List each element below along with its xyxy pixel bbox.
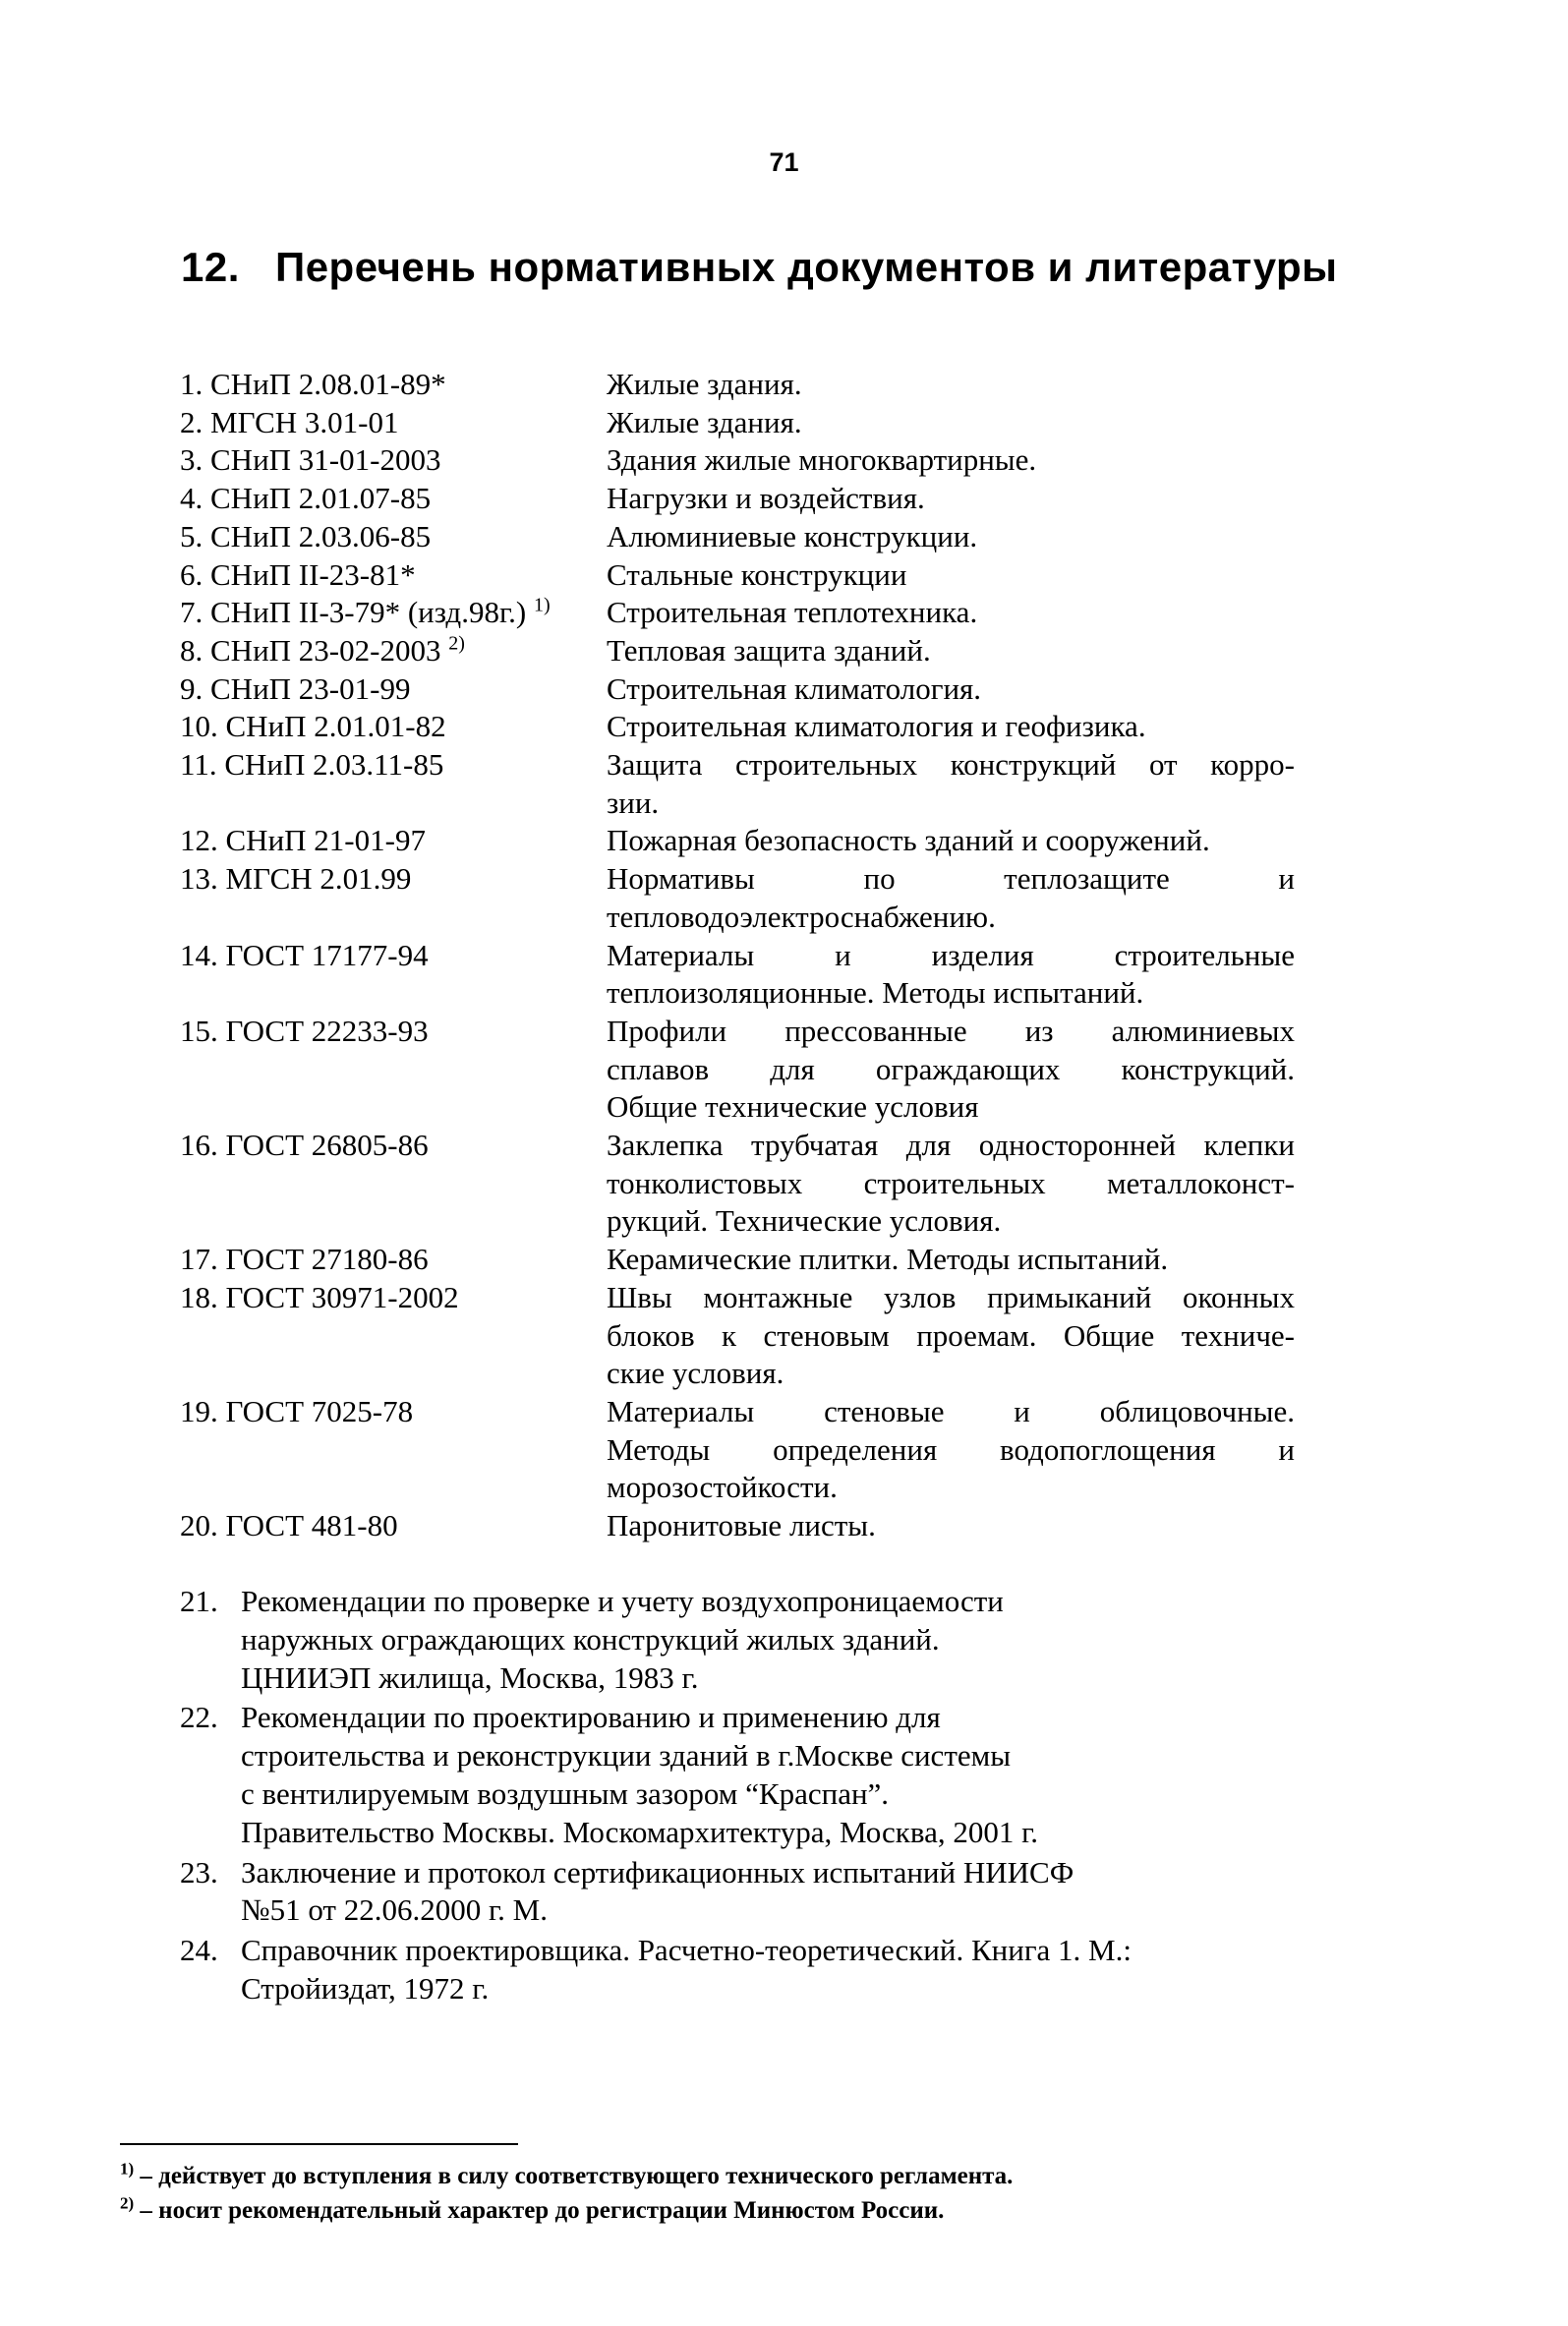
footnote-mark: 1) <box>534 594 551 616</box>
norm-code-text: 13. МГСН 2.01.99 <box>180 861 412 897</box>
norm-item <box>0 708 1568 746</box>
norm-title <box>607 480 1295 518</box>
footnotes <box>120 2159 1013 2228</box>
norm-title <box>607 366 1295 404</box>
norm-title-line: зии. <box>607 785 660 820</box>
literature-text <box>241 1854 1224 1931</box>
norm-item <box>0 404 1568 442</box>
norm-item <box>0 822 1568 860</box>
footnote <box>120 2159 1013 2193</box>
norm-item <box>0 366 1568 404</box>
norm-item <box>0 556 1568 595</box>
literature-line: Правительство Москвы. Москомархитектура, Москва, 2001 г. <box>241 1814 1039 1849</box>
norm-item <box>0 632 1568 670</box>
norm-title-line: Материалы и изделия строительные <box>607 937 1295 972</box>
norm-title-line: Методы определения водопоглощения и <box>607 1431 1295 1467</box>
norm-item <box>0 1279 1568 1393</box>
norm-title <box>607 822 1295 860</box>
norm-title-line: Нагрузки и воздействия. <box>607 481 925 516</box>
norm-title-line: блоков к стеновым проемам. Общие техниче- <box>607 1317 1295 1353</box>
literature-text <box>241 1583 1224 1697</box>
norm-code-text: 16. ГОСТ 26805-86 <box>180 1128 429 1163</box>
norm-item <box>0 746 1568 822</box>
norm-code <box>180 670 593 709</box>
norm-code <box>180 708 593 746</box>
literature-line: Справочник проектировщика. Расчетно-теоретический. Книга 1. М.: <box>241 1933 1132 1968</box>
norm-title <box>607 1013 1295 1127</box>
norm-title-line: рукций. Технические условия. <box>607 1203 1002 1239</box>
norm-title-line: Жилые здания. <box>607 367 802 401</box>
norm-title <box>607 1393 1295 1507</box>
norm-title-line: Защита строительных конструкций от корро- <box>607 747 1295 783</box>
norm-code <box>180 404 593 442</box>
norm-item <box>0 860 1568 936</box>
norm-code <box>180 480 593 518</box>
norm-item <box>0 594 1568 632</box>
norm-code-text: 12. СНиП 21-01-97 <box>180 823 426 858</box>
section-heading <box>181 244 1338 291</box>
norm-code-text: 11. СНиП 2.03.11-85 <box>180 747 444 783</box>
norm-code <box>180 1393 593 1431</box>
norm-title-line: Стальные конструкции <box>607 556 907 592</box>
norm-item <box>0 670 1568 709</box>
norm-item <box>0 480 1568 518</box>
norm-code <box>180 746 593 785</box>
norm-code-text: 6. СНиП II-23-81* <box>180 556 416 592</box>
norm-code <box>180 632 593 670</box>
footnote-divider <box>120 2143 518 2145</box>
norm-item <box>0 1013 1568 1127</box>
literature-number: 24. <box>180 1933 218 1968</box>
norm-code <box>180 556 593 595</box>
norm-title <box>607 746 1295 822</box>
norm-title-line: Материалы стеновые и облицовочные. <box>607 1393 1295 1428</box>
literature-line: с вентилируемым воздушным зазором “Краспан”. <box>241 1775 890 1811</box>
section-number: 12. <box>181 244 240 290</box>
literature-line: Стройиздат, 1972 г. <box>241 1970 490 2006</box>
norm-code-text: 18. ГОСТ 30971-2002 <box>180 1279 459 1314</box>
norm-title <box>607 404 1295 442</box>
footnote-mark: 2) <box>120 2193 135 2213</box>
norm-title-line: Алюминиевые конструкции. <box>607 518 978 553</box>
norm-code <box>180 441 593 480</box>
norm-code-text: 15. ГОСТ 22233-93 <box>180 1013 429 1048</box>
norm-title <box>607 594 1295 632</box>
footnote-text: – действует до вступления в силу соответствующего технического регламента. <box>134 2163 1014 2189</box>
norm-code-text: 19. ГОСТ 7025-78 <box>180 1393 414 1428</box>
norm-code <box>180 1013 593 1051</box>
literature-line: Заключение и протокол сертификационных испытаний НИИСФ <box>241 1854 1074 1890</box>
norm-code-text: 1. СНиП 2.08.01-89* <box>180 367 446 401</box>
norm-item <box>0 518 1568 556</box>
norm-title-line: Пожарная безопасность зданий и сооружений. <box>607 823 1210 858</box>
literature-line: Рекомендации по проектированию и применению для <box>241 1700 941 1735</box>
norm-title-line: морозостойкости. <box>607 1470 838 1505</box>
norm-code-text: 3. СНиП 31-01-2003 <box>180 442 441 478</box>
norm-title-line: Строительная климатология и геофизика. <box>607 709 1146 744</box>
literature-line: наружных ограждающих конструкций жилых зданий. <box>241 1621 940 1657</box>
norm-title <box>607 441 1295 480</box>
norm-code-text: 9. СНиП 23-01-99 <box>180 670 411 706</box>
norm-item <box>0 1241 1568 1279</box>
norm-title-line: Строительная климатология. <box>607 670 982 706</box>
norm-title <box>607 1279 1295 1393</box>
literature-item <box>0 1583 1568 1697</box>
norm-title-line: Профили прессованные из алюминиевых <box>607 1013 1295 1048</box>
literature-item <box>0 1699 1568 1851</box>
literature-list <box>0 1583 1568 2010</box>
normative-documents-list <box>0 366 1568 1545</box>
literature-number: 23. <box>180 1854 218 1890</box>
norm-item <box>0 1127 1568 1241</box>
literature-line: ЦНИИЭП жилища, Москва, 1983 г. <box>241 1659 699 1695</box>
norm-item <box>0 1393 1568 1507</box>
norm-code <box>180 366 593 404</box>
norm-title-line: сплавов для ограждающих конструкций. <box>607 1051 1295 1086</box>
literature-item <box>0 1854 1568 1931</box>
norm-title <box>607 708 1295 746</box>
norm-title <box>607 518 1295 556</box>
norm-title-line: Нормативы по теплозащите и <box>607 861 1295 897</box>
norm-code-text: 10. СНиП 2.01.01-82 <box>180 709 446 744</box>
footnote-mark: 1) <box>120 2159 135 2179</box>
section-title: Перечень нормативных документов и литературы <box>275 244 1338 290</box>
norm-title <box>607 1241 1295 1279</box>
norm-title-line: Жилые здания. <box>607 404 802 439</box>
page-number: 71 <box>769 147 799 177</box>
norm-code-text: 14. ГОСТ 17177-94 <box>180 937 429 972</box>
norm-title-line: Заклепка трубчатая для односторонней клепки <box>607 1128 1295 1163</box>
norm-code <box>180 518 593 556</box>
literature-number: 22. <box>180 1700 218 1735</box>
footnote-text: – носит рекомендательный характер до регистрации Минюстом России. <box>134 2197 945 2224</box>
norm-title-line: Строительная теплотехника. <box>607 595 978 630</box>
norm-title-line: тонколистовых строительных металлоконст- <box>607 1165 1295 1200</box>
norm-title <box>607 1127 1295 1241</box>
norm-code-text: 17. ГОСТ 27180-86 <box>180 1242 429 1277</box>
norm-item <box>0 1507 1568 1545</box>
norm-code <box>180 860 593 899</box>
norm-title <box>607 937 1295 1013</box>
norm-title-line: ские условия. <box>607 1356 784 1391</box>
norm-code-text: 20. ГОСТ 481-80 <box>180 1508 398 1543</box>
literature-item <box>0 1932 1568 2008</box>
literature-line: строительства и реконструкции зданий в г.Москве системы <box>241 1738 1012 1774</box>
norm-title-line: Общие технические условия <box>607 1089 979 1125</box>
norm-code <box>180 594 593 632</box>
norm-code <box>180 937 593 975</box>
norm-title <box>607 632 1295 670</box>
norm-title <box>607 556 1295 595</box>
norm-title-line: Швы монтажные узлов примыканий оконных <box>607 1279 1295 1314</box>
norm-title <box>607 670 1295 709</box>
literature-line: №51 от 22.06.2000 г. М. <box>241 1892 548 1928</box>
footnote <box>120 2193 1013 2228</box>
norm-code <box>180 1127 593 1165</box>
norm-title <box>607 860 1295 936</box>
literature-text <box>241 1699 1224 1851</box>
norm-code <box>180 1279 593 1317</box>
norm-code-text: 2. МГСН 3.01-01 <box>180 404 399 439</box>
norm-title-line: Здания жилые многоквартирные. <box>607 442 1037 478</box>
norm-title-line: Керамические плитки. Методы испытаний. <box>607 1242 1169 1277</box>
norm-item <box>0 441 1568 480</box>
literature-text <box>241 1932 1224 2008</box>
norm-code <box>180 1241 593 1279</box>
norm-code <box>180 822 593 860</box>
norm-item <box>0 937 1568 1013</box>
norm-code-text: 4. СНиП 2.01.07-85 <box>180 481 432 516</box>
footnote-mark: 2) <box>448 632 465 655</box>
norm-code-text: 5. СНиП 2.03.06-85 <box>180 518 432 553</box>
norm-title-line: Тепловая защита зданий. <box>607 632 931 668</box>
norm-code <box>180 1507 593 1545</box>
norm-code-text: 8. СНиП 23-02-2003 <box>180 632 441 668</box>
norm-title-line: тепловодоэлектроснабжению. <box>607 899 996 934</box>
norm-title-line: теплоизоляционные. Методы испытаний. <box>607 975 1144 1011</box>
literature-number: 21. <box>180 1584 218 1618</box>
literature-line: Рекомендации по проверке и учету воздухопроницаемости <box>241 1584 1004 1618</box>
norm-code-text: 7. СНиП II-3-79* (изд.98г.) <box>180 595 527 630</box>
norm-title <box>607 1507 1295 1545</box>
norm-title-line: Паронитовые листы. <box>607 1508 876 1543</box>
